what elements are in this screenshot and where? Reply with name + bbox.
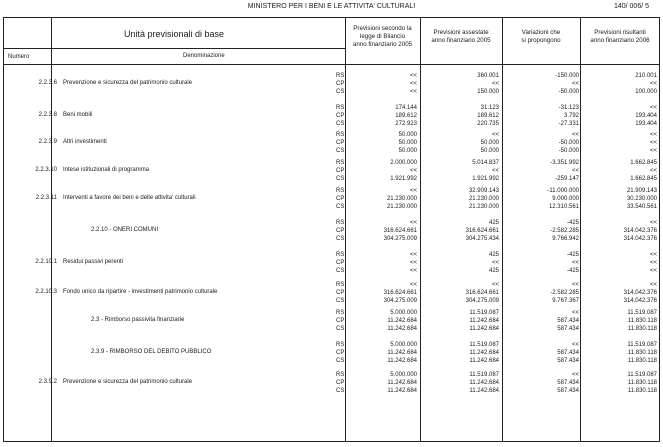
table-row (3, 309, 660, 334)
value-cell: 11.242.684 (387, 380, 417, 387)
value-cell: << (409, 268, 417, 275)
row-number: 2.3.9.2 (38, 379, 57, 385)
value-cell: 30.230.000 (626, 196, 657, 203)
row-values-c2 (423, 371, 499, 396)
value-cell: 21.909.143 (626, 188, 657, 194)
value-cell: 11.519.087 (469, 342, 499, 348)
value-cell: 316.624.661 (465, 290, 499, 297)
row-denominazione: 2.3.9 - RIMBORSO DEL DEBITO PUBBLICO (91, 349, 212, 355)
value-cell: -259.147 (555, 176, 579, 183)
row-denominazione: Residui passivi perenti (63, 259, 124, 265)
value-cell: 272.923 (395, 121, 417, 128)
row-values-c4 (585, 251, 657, 276)
value-cell: 587.434 (557, 380, 579, 387)
code-label: CP (336, 318, 345, 325)
code-label: RS (336, 310, 345, 316)
code-label: CP (336, 81, 345, 88)
value-cell: 12.310.561 (548, 204, 579, 211)
value-cell: 304.275.009 (383, 236, 417, 243)
row-values-c1 (355, 309, 417, 334)
value-cell: << (409, 73, 417, 79)
row-codes (336, 187, 354, 212)
value-cell: 11.519.087 (469, 310, 499, 316)
value-cell: 1.921.992 (390, 176, 417, 183)
value-cell: 193.404 (635, 113, 657, 120)
value-cell: 11.242.684 (387, 318, 417, 325)
row-number: 2.2.3.9 (38, 139, 57, 145)
row-values-c4 (585, 341, 657, 366)
row-values-c1 (355, 131, 417, 156)
value-cell: << (491, 168, 499, 175)
divider (3, 64, 660, 65)
row-values-c3 (506, 309, 579, 334)
row-codes (336, 159, 354, 184)
value-cell: -2.582.285 (550, 228, 579, 235)
row-codes (336, 251, 354, 276)
row-values-c3 (506, 159, 579, 184)
row-values-c4 (585, 371, 657, 396)
value-cell: << (409, 252, 417, 258)
value-cell: -11.000.000 (547, 188, 579, 194)
row-values-c2 (423, 281, 499, 306)
value-cell: 193.404 (635, 121, 657, 128)
value-cell: << (649, 268, 657, 275)
value-cell: 304.275.009 (383, 298, 417, 305)
value-cell: 11.519.087 (469, 372, 499, 378)
value-cell: 21.230.000 (468, 204, 499, 211)
value-cell: << (649, 260, 657, 267)
value-cell: 31.123 (480, 105, 499, 111)
row-values-c4 (585, 131, 657, 156)
value-cell: 21.230.000 (386, 204, 417, 211)
row-values-c2 (423, 159, 499, 184)
row-values-c1 (355, 72, 417, 97)
value-cell: 11.830.118 (627, 388, 657, 395)
code-label: CP (336, 260, 345, 267)
code-label: CS (336, 204, 345, 211)
value-cell: -425 (566, 252, 579, 258)
code-label: CP (336, 140, 345, 147)
value-cell: 210.001 (635, 73, 657, 79)
column-header-denominazione: Denominazione (183, 53, 225, 59)
code-label: RS (336, 73, 345, 79)
value-cell: << (409, 168, 417, 175)
row-denominazione: 2.3 - Rimborso passivita finanziarie (91, 317, 185, 323)
value-cell: 11.242.684 (387, 358, 417, 365)
code-label: RS (336, 220, 345, 226)
row-codes (336, 131, 354, 156)
row-values-c4 (585, 219, 657, 244)
row-codes (336, 104, 354, 129)
column-header-previsioni-assestate: Previsioni assestate anno finanziario 2005 (431, 29, 491, 44)
divider (3, 48, 345, 49)
value-cell: -3.351.992 (550, 160, 579, 166)
value-cell: 50.000 (398, 140, 417, 147)
row-codes (336, 341, 354, 366)
value-cell: << (491, 260, 499, 267)
value-cell: 1.662.845 (630, 176, 657, 183)
code-label: CP (336, 228, 345, 235)
value-cell: 11.242.684 (387, 326, 417, 333)
row-values-c2 (423, 341, 499, 366)
row-values-c3 (506, 72, 579, 97)
row-denominazione: Beni mobili (63, 112, 93, 118)
row-codes (336, 371, 354, 396)
table-row (3, 251, 660, 276)
value-cell: 50.000 (480, 140, 499, 147)
value-cell: 5.000.000 (390, 310, 417, 316)
value-cell: << (571, 282, 579, 288)
value-cell: << (571, 342, 579, 348)
code-label: CS (336, 326, 345, 333)
column-header-previsioni-bilancio: Previsioni secondo la legge di Bilancio anno finanziario 2005 (352, 25, 413, 48)
value-cell: 316.624.661 (383, 228, 417, 235)
row-values-c3 (506, 187, 579, 212)
value-cell: -50.000 (558, 89, 579, 96)
value-cell: << (571, 132, 579, 138)
row-values-c3 (506, 371, 579, 396)
table-row (3, 341, 660, 366)
table-row (3, 131, 660, 156)
value-cell: << (649, 252, 657, 258)
row-values-c4 (585, 281, 657, 306)
row-values-c1 (355, 251, 417, 276)
value-cell: << (571, 372, 579, 378)
value-cell: 11.242.684 (469, 380, 499, 387)
row-number: 2.2.3.6 (38, 80, 57, 86)
value-cell: 11.242.684 (387, 388, 417, 395)
value-cell: << (491, 132, 499, 138)
value-cell: 174.144 (395, 105, 417, 111)
value-cell: 314.042.376 (623, 228, 657, 235)
row-denominazione: 2.2.10 - ONERI COMUNI (91, 227, 159, 233)
table-row (3, 187, 660, 212)
value-cell: 316.624.661 (465, 228, 499, 235)
row-number: 2.2.10.1 (35, 259, 57, 265)
value-cell: 314.042.376 (623, 236, 657, 243)
row-denominazione: Altri investimenti (63, 139, 107, 145)
value-cell: 587.434 (557, 318, 579, 325)
value-cell: 220.735 (477, 121, 499, 128)
row-values-c3 (506, 131, 579, 156)
row-values-c2 (423, 187, 499, 212)
value-cell: 11.242.684 (469, 388, 499, 395)
value-cell: -150.000 (555, 73, 579, 79)
value-cell: -31.123 (558, 105, 579, 111)
value-cell: 32.909.143 (468, 188, 499, 194)
code-label: CP (336, 380, 345, 387)
table-row (3, 371, 660, 396)
row-values-c2 (423, 309, 499, 334)
value-cell: 33.540.561 (626, 204, 657, 211)
row-values-c1 (355, 341, 417, 366)
code-label: RS (336, 342, 345, 348)
value-cell: 1.662.845 (630, 160, 657, 166)
value-cell: << (649, 220, 657, 226)
value-cell: 11.830.118 (627, 350, 657, 357)
code-label: CS (336, 358, 345, 365)
code-label: CP (336, 350, 345, 357)
value-cell: 587.434 (557, 350, 579, 357)
code-label: CS (336, 89, 345, 96)
row-values-c4 (585, 159, 657, 184)
page-reference: 140/ 006/ 5 (613, 3, 649, 10)
row-values-c4 (585, 72, 657, 97)
value-cell: 11.242.684 (387, 350, 417, 357)
row-values-c3 (506, 341, 579, 366)
table-row (3, 219, 660, 244)
value-cell: << (409, 260, 417, 267)
table-title: Unità previsionali di base (123, 29, 225, 39)
row-codes (336, 219, 354, 244)
value-cell: 11.242.684 (469, 350, 499, 357)
row-values-c2 (423, 219, 499, 244)
value-cell: 425 (488, 220, 499, 226)
value-cell: 150.000 (477, 89, 499, 96)
value-cell: << (649, 168, 657, 175)
value-cell: 11.519.087 (627, 372, 657, 378)
value-cell: << (649, 148, 657, 155)
value-cell: 50.000 (398, 148, 417, 155)
row-values-c2 (423, 72, 499, 97)
value-cell: 9.766.942 (552, 236, 579, 243)
row-codes (336, 72, 354, 97)
value-cell: << (491, 282, 499, 288)
value-cell: 425 (488, 268, 499, 275)
code-label: CS (336, 388, 345, 395)
value-cell: << (571, 260, 579, 267)
value-cell: << (571, 310, 579, 316)
column-header-variazioni: Variazioni che si propongono (521, 29, 561, 44)
code-label: RS (336, 252, 345, 258)
value-cell: 11.242.684 (469, 318, 499, 325)
table-row (3, 159, 660, 184)
value-cell: 587.434 (557, 388, 579, 395)
value-cell: 425 (488, 252, 499, 258)
row-values-c3 (506, 219, 579, 244)
value-cell: 2.000.000 (390, 160, 417, 166)
row-values-c1 (355, 104, 417, 129)
value-cell: << (649, 282, 657, 288)
value-cell: 304.275.009 (465, 298, 499, 305)
value-cell: 5.000.000 (390, 342, 417, 348)
row-values-c1 (355, 219, 417, 244)
value-cell: << (571, 168, 579, 175)
value-cell: << (649, 81, 657, 88)
code-label: CS (336, 148, 345, 155)
row-values-c2 (423, 104, 499, 129)
code-label: RS (336, 282, 345, 288)
value-cell: -27.331 (558, 121, 579, 128)
row-number: 2.2.3.8 (38, 112, 57, 118)
value-cell: 5.000.000 (390, 372, 417, 378)
value-cell: << (649, 140, 657, 147)
value-cell: << (649, 105, 657, 111)
value-cell: 189.612 (477, 113, 499, 120)
value-cell: << (571, 81, 579, 88)
value-cell: 21.230.000 (468, 196, 499, 203)
value-cell: << (409, 81, 417, 88)
value-cell: << (491, 81, 499, 88)
value-cell: -50.000 (558, 140, 579, 147)
value-cell: 9.767.367 (552, 298, 579, 305)
column-header-previsioni-2006: Previsioni risultanti anno finanziario 2006 (590, 29, 650, 44)
code-label: CP (336, 168, 345, 175)
value-cell: << (409, 282, 417, 288)
value-cell: 189.612 (395, 113, 417, 120)
value-cell: << (649, 132, 657, 138)
value-cell: 11.519.087 (627, 342, 657, 348)
value-cell: 9.000.000 (552, 196, 579, 203)
value-cell: 5.014.837 (472, 160, 499, 166)
value-cell: << (409, 89, 417, 96)
value-cell: 1.921.992 (472, 176, 499, 183)
row-denominazione: Interventi a favore dei beni e delle attivita' culturali (63, 195, 196, 201)
row-values-c4 (585, 104, 657, 129)
value-cell: 50.000 (398, 132, 417, 138)
row-values-c1 (355, 281, 417, 306)
row-values-c4 (585, 309, 657, 334)
row-values-c1 (355, 159, 417, 184)
table-row (3, 72, 660, 97)
row-denominazione: Prevenzione e sicurezza del patrimonio culturale (63, 379, 193, 385)
code-label: CP (336, 113, 345, 120)
code-label: CP (336, 196, 345, 203)
row-values-c2 (423, 131, 499, 156)
row-denominazione: Prevenzione e sicurezza del patrimonio culturale (63, 80, 193, 86)
row-values-c3 (506, 104, 579, 129)
value-cell: 587.434 (557, 358, 579, 365)
value-cell: << (409, 188, 417, 194)
code-label: RS (336, 372, 345, 378)
row-codes (336, 281, 354, 306)
row-denominazione: Fondo unico da ripartire - investimenti patrimonio culturale (63, 289, 218, 295)
table-row (3, 281, 660, 306)
value-cell: -425 (566, 220, 579, 226)
value-cell: 100.000 (635, 89, 657, 96)
value-cell: -2.582.285 (550, 290, 579, 297)
code-label: RS (336, 105, 345, 111)
code-label: CS (336, 176, 345, 183)
value-cell: << (409, 220, 417, 226)
value-cell: 11.830.118 (627, 318, 657, 325)
table-row (3, 104, 660, 129)
code-label: RS (336, 188, 345, 194)
value-cell: 316.624.661 (383, 290, 417, 297)
value-cell: 50.000 (480, 148, 499, 155)
column-header-numero: Numero (8, 54, 30, 60)
code-label: RS (336, 160, 345, 166)
row-values-c3 (506, 251, 579, 276)
row-number: 2.2.10.3 (35, 289, 57, 295)
value-cell: 360.001 (477, 73, 499, 79)
value-cell: 304.275.434 (465, 236, 499, 243)
row-values-c4 (585, 187, 657, 212)
value-cell: 314.042.376 (623, 298, 657, 305)
row-values-c1 (355, 187, 417, 212)
value-cell: 11.830.118 (627, 326, 657, 333)
value-cell: 21.230.000 (386, 196, 417, 203)
value-cell: 11.519.087 (627, 310, 657, 316)
row-values-c1 (355, 371, 417, 396)
value-cell: 314.042.376 (623, 290, 657, 297)
row-number: 2.2.3.10 (35, 167, 57, 173)
value-cell: 11.242.684 (469, 358, 499, 365)
code-label: CS (336, 268, 345, 275)
value-cell: 11.242.684 (469, 326, 499, 333)
row-values-c3 (506, 281, 579, 306)
code-label: RS (336, 132, 345, 138)
code-label: CS (336, 121, 345, 128)
code-label: CS (336, 236, 345, 243)
code-label: CS (336, 298, 345, 305)
value-cell: 3.792 (563, 113, 579, 120)
row-denominazione: Intese istituzionali di programma (63, 167, 150, 173)
value-cell: 587.434 (557, 326, 579, 333)
value-cell: 11.830.118 (627, 380, 657, 387)
row-values-c2 (423, 251, 499, 276)
row-number: 2.2.3.11 (35, 195, 57, 201)
code-label: CP (336, 290, 345, 297)
ministry-header: MINISTERO PER I BENI E LE ATTIVITA' CULTURALI (247, 3, 416, 10)
row-codes (336, 309, 354, 334)
value-cell: 11.830.118 (627, 358, 657, 365)
value-cell: -425 (566, 268, 579, 275)
value-cell: -50.000 (558, 148, 579, 155)
